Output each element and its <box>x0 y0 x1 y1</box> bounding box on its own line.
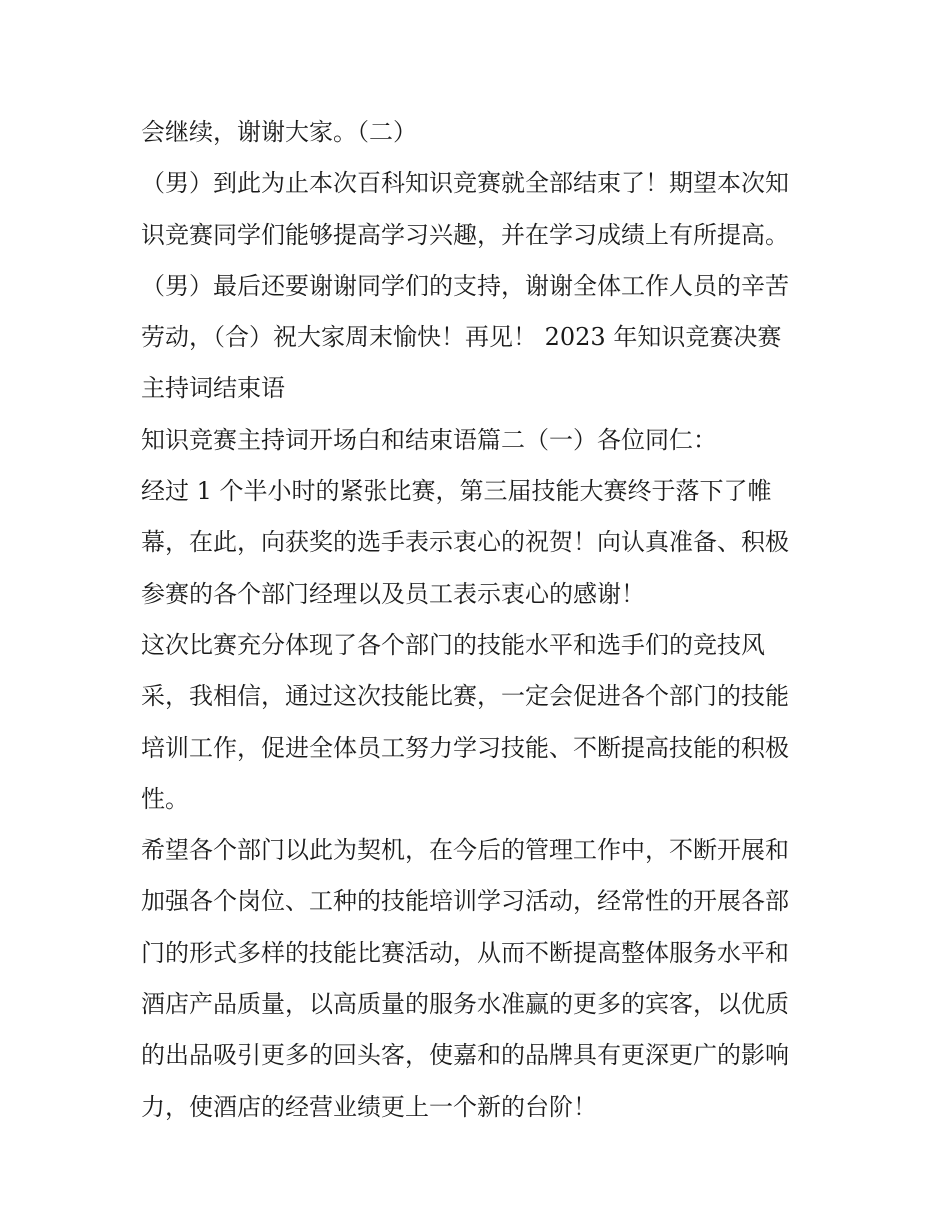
text-line: 采，我相信，通过这次技能比赛，一定会促进各个部门的技能 <box>141 682 789 711</box>
text-line: 加强各个岗位、工种的技能培训学习活动，经常性的开展各部 <box>141 887 789 916</box>
text-line: 门的形式多样的技能比赛活动，从而不断提高整体服务水平和 <box>141 938 789 967</box>
text-line: 性。 <box>141 784 189 813</box>
text-line: 经过 1 个半小时的紧张比赛，第三届技能大赛终于落下了帷 <box>141 477 772 506</box>
document-body <box>141 107 821 1133</box>
text-line: 识竞赛同学们能够提高学习兴趣，并在学习成绩上有所提高。 <box>141 220 789 249</box>
text-line: 知识竞赛主持词开场白和结束语篇二（一）各位同仁： <box>141 425 717 454</box>
text-line: 参赛的各个部门经理以及员工表示衷心的感谢！ <box>141 579 645 608</box>
text-line: 会继续，谢谢大家。（二） <box>141 118 417 146</box>
text-line: 的出品吸引更多的回头客，使嘉和的品牌具有更深更广的影响 <box>141 1041 789 1070</box>
text-line: 这次比赛充分体现了各个部门的技能水平和选手们的竞技风 <box>141 630 765 659</box>
text-line: 培训工作，促进全体员工努力学习技能、不断提高技能的积极 <box>141 733 789 762</box>
text-line: （男）到此为止本次百科知识竞赛就全部结束了！期望本次知 <box>141 169 789 198</box>
text-line: 幕，在此，向获奖的选手表示衷心的祝贺！向认真准备、积极 <box>141 528 789 557</box>
text-line: 希望各个部门以此为契机，在今后的管理工作中，不断开展和 <box>141 836 789 865</box>
text-line: （男）最后还要谢谢同学们的支持，谢谢全体工作人员的辛苦 <box>141 271 789 300</box>
text-line: 劳动，（合）祝大家周末愉快！再见！ 2023 年知识竞赛决赛 <box>141 323 782 352</box>
text-line: 力，使酒店的经营业绩更上一个新的台阶！ <box>141 1092 597 1121</box>
text-line: 主持词结束语 <box>141 374 285 403</box>
text-line: 酒店产品质量，以高质量的服务水准赢的更多的宾客，以优质 <box>141 990 789 1019</box>
